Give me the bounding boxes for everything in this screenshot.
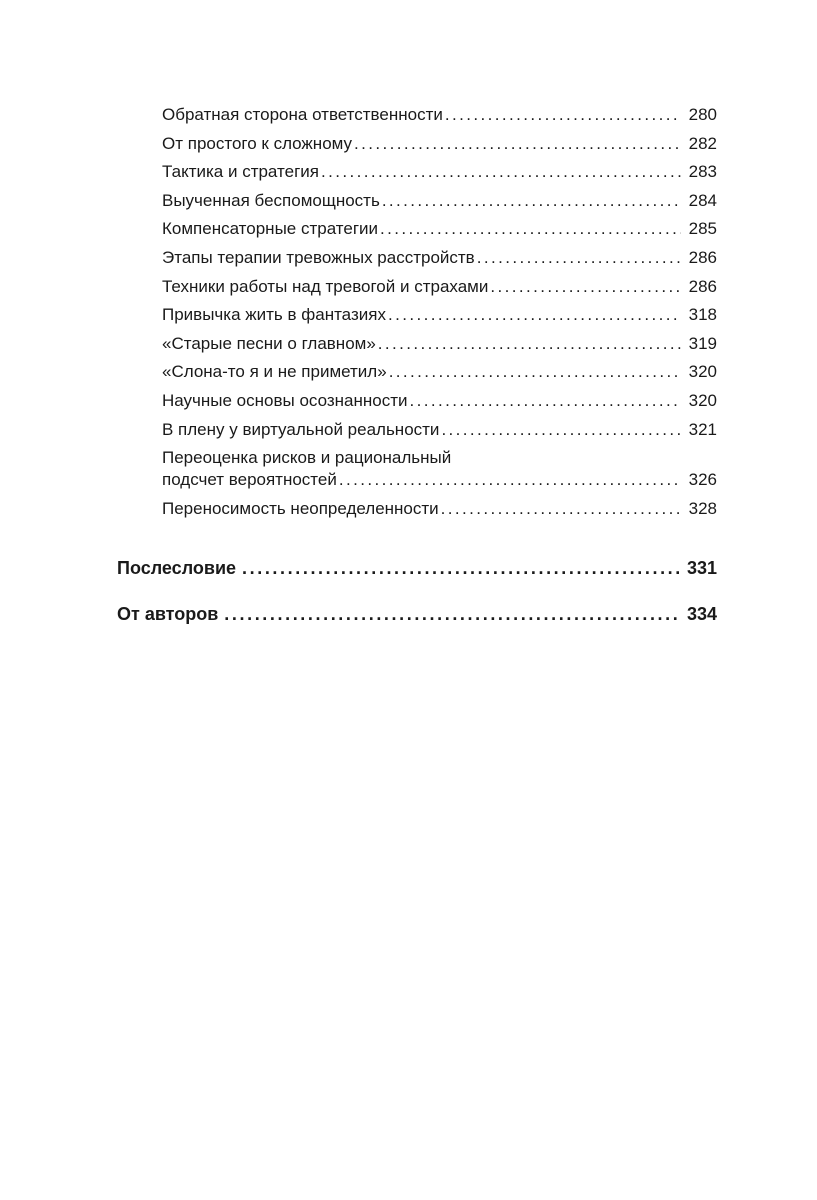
toc-entry-title: «Старые песни о главном» [162, 333, 376, 353]
toc-entry-title-line1: Переоценка рисков и рациональный [162, 448, 452, 468]
toc-entry-page: 285 [688, 219, 717, 239]
toc-entry-page: 280 [688, 105, 717, 124]
toc-entry [162, 416, 717, 445]
dot-leader [380, 215, 681, 244]
toc-entry-title: От простого к сложному [162, 133, 353, 153]
dot-leader [441, 495, 681, 524]
dot-leader [441, 416, 681, 445]
toc-entry-title: Переносимость неопределенности [162, 499, 439, 519]
toc-entry [162, 215, 717, 244]
dot-leader [410, 387, 681, 416]
toc-entry-page: 326 [688, 470, 717, 490]
dot-leader [389, 358, 681, 387]
toc-entry [162, 187, 717, 216]
toc-entry-title: Этапы терапии тревожных расстройств [162, 247, 475, 267]
toc-entry-title: Выученная беспомощность [162, 190, 380, 210]
toc-entry-title: Компенсаторные стратегии [162, 219, 379, 239]
dot-leader [477, 244, 681, 273]
toc-entry [162, 387, 717, 416]
toc-entry-page: 284 [688, 190, 717, 210]
toc-entry [162, 158, 717, 187]
toc-entry-title: Обратная сторона ответственности [162, 105, 443, 124]
dot-leader [354, 130, 681, 159]
dot-leader [224, 600, 679, 628]
toc-entry-page: 286 [688, 247, 717, 267]
toc-entry [162, 273, 717, 302]
toc-entry-page: 318 [688, 305, 717, 325]
toc-entry [162, 244, 717, 273]
toc-main-entry-title: От авторов [117, 603, 219, 624]
toc-entry [162, 495, 717, 524]
toc-entry-title: Привычка жить в фантазиях [162, 305, 386, 325]
dot-leader [321, 158, 681, 187]
toc-entry-page: 321 [688, 419, 717, 439]
toc-sub-list [117, 101, 717, 524]
toc-entry [162, 301, 717, 330]
toc-entry-title: «Слона-то я и не приметил» [162, 362, 387, 382]
toc-entry-title: В плену у виртуальной реальности [162, 419, 440, 439]
toc-entry-title: Тактика и стратегия [162, 162, 319, 182]
toc-entry-page: 283 [688, 162, 717, 182]
dot-leader [242, 554, 679, 582]
dot-leader [339, 469, 681, 491]
toc-entry-title-block [162, 447, 717, 491]
dot-leader [382, 187, 681, 216]
dot-leader [388, 301, 681, 330]
toc-entry-title: Научные основы осознанности [162, 390, 408, 410]
toc-entry-page: 320 [688, 390, 717, 410]
toc-main-entry-afterword [117, 554, 717, 582]
toc-main-entry-page: 331 [686, 557, 717, 578]
toc-entry [162, 101, 717, 130]
toc-main-entry-title: Послесловие [117, 557, 237, 578]
toc-entry-page: 319 [688, 333, 717, 353]
toc-entry-title: Техники работы над тревогой и страхами [162, 276, 489, 296]
toc-entry-page: 282 [688, 133, 717, 153]
dot-leader [490, 273, 681, 302]
toc-main-entry-page: 334 [686, 603, 717, 624]
toc-entry [162, 330, 717, 359]
toc-entry-multiline [162, 447, 717, 491]
toc-entry-page: 328 [688, 499, 717, 519]
dot-leader [445, 101, 681, 130]
dot-leader [378, 330, 681, 359]
toc-entry-last-line [162, 469, 717, 491]
table-of-contents [117, 101, 717, 628]
toc-entry-page: 286 [688, 276, 717, 296]
toc-entry [162, 358, 717, 387]
toc-entry-title-line2: подсчет вероятностей [162, 470, 337, 490]
toc-entry [162, 130, 717, 159]
toc-main-entry-authors [117, 600, 717, 628]
toc-entry-page: 320 [688, 362, 717, 382]
